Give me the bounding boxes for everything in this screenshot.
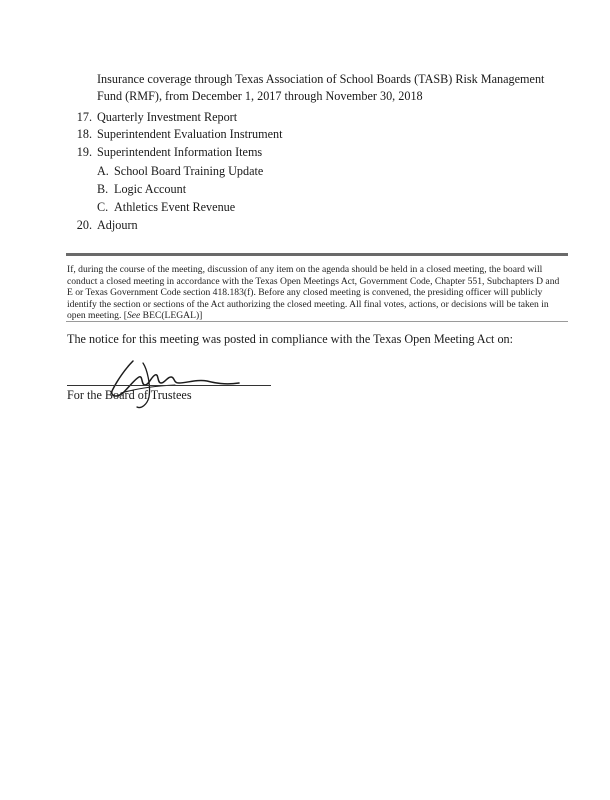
posting-statement: The notice for this meeting was posted in compliance with the Texas Open Meeting Act on: <box>67 332 514 346</box>
continued-item-text: Insurance coverage through Texas Association of School Boards (TASB) Risk Management Fund (RMF), from December 1, 2017 through November 30, 2018 <box>97 72 545 103</box>
agenda-item-label: Superintendent Evaluation Instrument <box>97 127 283 141</box>
agenda-item-label: Quarterly Investment Report <box>97 110 238 124</box>
signature-caption: For the Board of Trustees <box>67 388 192 402</box>
sub-item-label: Athletics Event Revenue <box>114 200 236 214</box>
signature-line <box>67 385 271 386</box>
closed-meeting-text: If, during the course of the meeting, discussion of any item on the agenda should be held in a closed meeting, the board will conduct a closed meeting in accordance with the Texas Open Meetings Act, Government Code, Chapter 551, Subchapters D and E or Texas Government Code section 418.183(f). Before any closed meeting is convened, the presiding officer will publicly identify the section or sections of the Act authorizing the closed meeting. All final votes, actions, or decisions will be taken in open meeting. [ <box>67 264 560 322</box>
sub-item-b <box>97 182 186 197</box>
agenda-item-18 <box>72 127 282 142</box>
agenda-item-number: 19. <box>76 145 92 159</box>
agenda-item-label: Adjourn <box>97 218 138 232</box>
agenda-item-20 <box>72 218 138 233</box>
legal-reference: BEC(LEGAL)] <box>140 310 203 322</box>
section-divider-thick <box>66 253 568 256</box>
agenda-item-label: Superintendent Information Items <box>97 145 263 159</box>
sub-item-label: School Board Training Update <box>114 164 264 178</box>
agenda-item-number: 20. <box>76 218 92 232</box>
sub-item-letter: A. <box>97 164 109 178</box>
agenda-item-number: 17. <box>76 110 92 124</box>
agenda-item-19 <box>72 145 262 160</box>
sub-item-letter: C. <box>97 200 109 214</box>
sub-item-c <box>97 200 235 215</box>
closed-meeting-notice <box>67 264 567 322</box>
sub-item-a <box>97 164 263 179</box>
see-reference-word: See <box>126 310 141 322</box>
agenda-item-17 <box>72 110 237 125</box>
section-divider-thin <box>66 321 568 322</box>
sub-item-label: Logic Account <box>114 182 187 196</box>
sub-item-letter: B. <box>97 182 109 196</box>
agenda-item-number: 18. <box>76 127 92 141</box>
